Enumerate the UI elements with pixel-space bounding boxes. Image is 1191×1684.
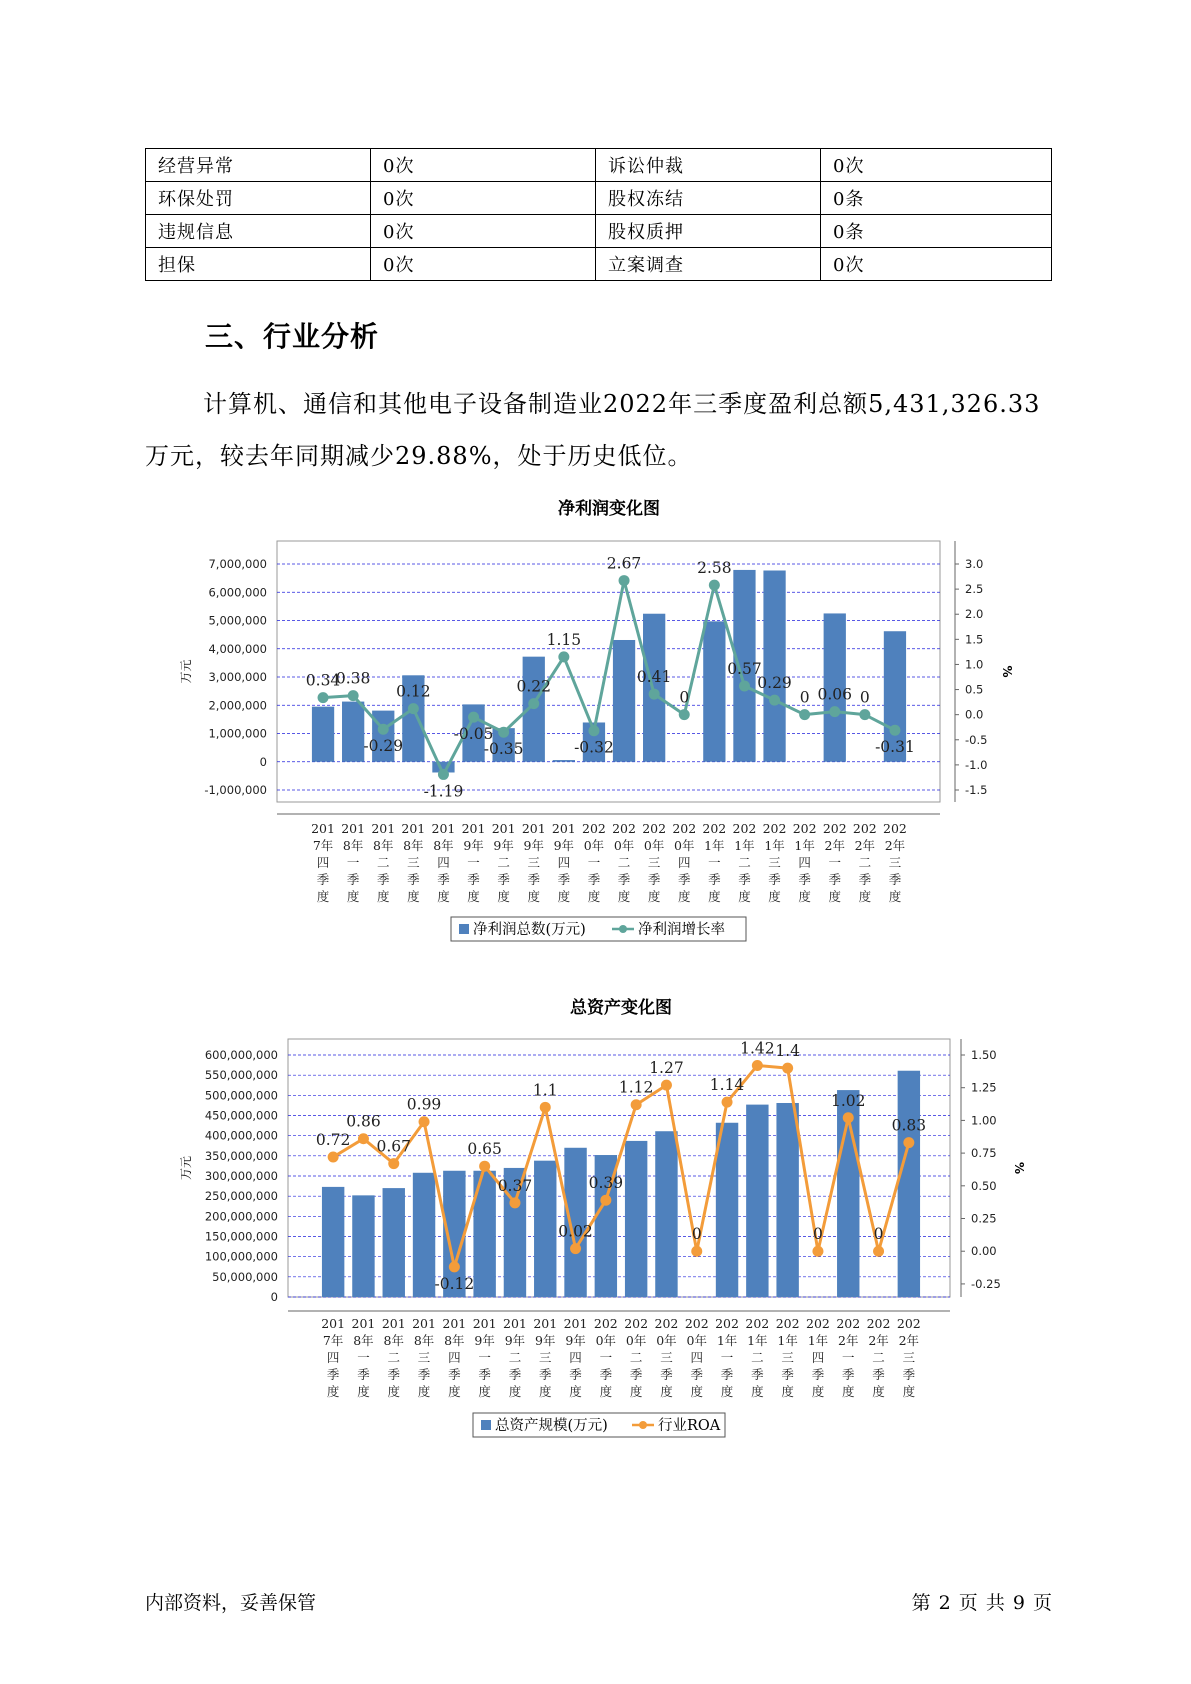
data-point <box>843 1112 854 1123</box>
data-label: 0.99 <box>406 1095 442 1114</box>
data-point <box>722 1097 733 1108</box>
data-point <box>509 1197 520 1208</box>
table-row <box>146 248 1052 281</box>
bar <box>763 570 785 761</box>
y-tick-label: 150,000,000 <box>204 1229 278 1244</box>
data-point <box>631 1099 642 1110</box>
bar <box>342 702 364 762</box>
y2-tick-label: 1.0 <box>965 657 984 672</box>
risk-item-label: 诉讼仲裁 <box>596 149 821 182</box>
data-label: -0.35 <box>483 740 524 759</box>
y-tick-label: 4,000,000 <box>208 641 267 656</box>
data-label: 0 <box>859 688 870 707</box>
x-tick-label: 201 7年四季度 <box>311 821 335 904</box>
data-label: 0.41 <box>636 668 672 687</box>
x-tick-label: 201 8年四季度 <box>431 821 456 904</box>
data-label: -0.12 <box>434 1274 475 1293</box>
data-label: 0 <box>813 1225 823 1244</box>
data-point <box>600 1195 611 1206</box>
data-point <box>558 651 569 662</box>
data-point <box>889 725 900 736</box>
bar <box>776 1103 798 1297</box>
chart-title: 总资产变化图 <box>570 998 672 1018</box>
y-tick-label: 400,000,000 <box>204 1128 278 1143</box>
bar <box>534 1161 556 1297</box>
risk-item-value: 0条 <box>821 182 1052 215</box>
risk-item-value: 0次 <box>371 215 596 248</box>
y2-tick-label: 1.50 <box>971 1048 997 1062</box>
data-point <box>378 724 389 735</box>
x-tick-label: 201 8年二季度 <box>371 821 396 904</box>
data-point <box>903 1137 914 1148</box>
x-tick-label: 202 2年二季度 <box>866 1316 891 1399</box>
y-tick-label: 6,000,000 <box>208 585 267 600</box>
bar <box>716 1123 738 1297</box>
x-tick-label: 202 0年一季度 <box>593 1316 618 1399</box>
legend-swatch-bar <box>459 924 469 934</box>
data-label: 1.14 <box>709 1076 745 1095</box>
table-row <box>146 149 1052 182</box>
table-row <box>146 215 1052 248</box>
x-tick-label: 202 1年四季度 <box>792 821 817 904</box>
risk-item-value: 0次 <box>371 182 596 215</box>
data-label: 0.57 <box>727 660 762 679</box>
data-point <box>358 1133 369 1144</box>
y2-tick-label: 2.5 <box>965 582 984 597</box>
x-tick-label: 201 8年三季度 <box>401 821 426 904</box>
risk-item-value: 0次 <box>371 248 596 281</box>
y2-tick-label: -0.25 <box>971 1276 1001 1291</box>
risk-item-value: 0次 <box>821 248 1052 281</box>
data-point <box>649 689 660 700</box>
data-point <box>438 769 449 780</box>
y-axis-label: 万元 <box>179 659 193 684</box>
x-tick-label: 201 9年三季度 <box>533 1316 558 1399</box>
y-tick-label: -1,000,000 <box>204 783 267 797</box>
y2-axis-label: % <box>1000 665 1014 678</box>
risk-item-label: 股权质押 <box>596 215 821 248</box>
y2-axis-label: % <box>1012 1161 1026 1175</box>
bar <box>322 1187 344 1297</box>
x-tick-label: 202 1年二季度 <box>732 821 757 904</box>
y-tick-label: 250,000,000 <box>204 1189 278 1204</box>
data-label: 0 <box>679 688 690 707</box>
data-point <box>419 1116 430 1127</box>
x-tick-label: 202 1年四季度 <box>806 1316 830 1399</box>
x-tick-label: 202 1年三季度 <box>775 1316 800 1399</box>
data-point <box>388 1158 399 1169</box>
chart-title: 净利润变化图 <box>558 499 660 519</box>
bar <box>655 1131 677 1297</box>
bar <box>553 760 575 762</box>
bar <box>898 1071 920 1297</box>
data-label: -0.05 <box>453 725 494 744</box>
data-point <box>528 698 539 709</box>
legend-swatch-bar <box>481 1420 491 1430</box>
data-label: 1.4 <box>775 1042 800 1061</box>
y2-tick-label: 1.5 <box>965 632 984 647</box>
data-label: -1.19 <box>423 782 464 801</box>
data-point <box>739 681 750 692</box>
bar <box>352 1195 374 1297</box>
bar <box>703 621 725 761</box>
risk-item-label: 违规信息 <box>146 215 371 248</box>
net-profit-chart <box>0 496 1191 956</box>
x-tick-label: 202 2年一季度 <box>822 821 847 904</box>
legend-label: 行业ROA <box>658 1418 721 1434</box>
y2-tick-label: -1.0 <box>965 757 988 772</box>
x-tick-label: 202 0年四季度 <box>684 1316 709 1399</box>
risk-item-value: 0次 <box>821 149 1052 182</box>
data-label: 0.22 <box>516 677 552 696</box>
data-point <box>873 1246 884 1257</box>
data-label: -0.32 <box>574 738 614 757</box>
y-tick-label: 200,000,000 <box>204 1209 278 1224</box>
footer-confidential-note: 内部资料，妥善保管 <box>145 1592 317 1614</box>
x-tick-label: 201 8年三季度 <box>412 1316 436 1399</box>
data-point <box>498 727 509 738</box>
data-label: 0.65 <box>467 1140 502 1159</box>
data-label: 0.67 <box>376 1137 412 1156</box>
x-tick-label: 202 1年二季度 <box>745 1316 770 1399</box>
data-label: 0 <box>691 1225 702 1244</box>
y-tick-label: 350,000,000 <box>204 1148 278 1163</box>
data-point <box>812 1246 823 1257</box>
x-tick-label: 202 0年一季度 <box>582 821 606 904</box>
y-tick-label: 500,000,000 <box>204 1088 278 1103</box>
risk-item-label: 环保处罚 <box>146 182 371 215</box>
x-tick-label: 202 2年二季度 <box>852 821 877 904</box>
bar <box>613 640 635 762</box>
x-tick-label: 202 0年四季度 <box>672 821 697 904</box>
legend-label: 总资产规模(万元) <box>495 1418 608 1434</box>
x-tick-label: 202 0年二季度 <box>612 821 636 904</box>
data-point <box>540 1102 551 1113</box>
y-tick-label: 600,000,000 <box>204 1048 278 1062</box>
data-point <box>408 703 419 714</box>
data-label: 2.67 <box>606 554 642 573</box>
data-point <box>661 1080 672 1091</box>
x-tick-label: 201 9年一季度 <box>472 1316 497 1399</box>
data-label: 1.02 <box>830 1091 866 1110</box>
data-point <box>799 709 810 720</box>
data-label: 0.12 <box>396 682 431 701</box>
x-tick-label: 201 8年一季度 <box>351 1316 376 1399</box>
x-tick-label: 202 2年一季度 <box>836 1316 861 1399</box>
total-assets-chart <box>0 995 1191 1455</box>
data-label: 0 <box>873 1225 884 1244</box>
data-label: -0.29 <box>363 737 404 756</box>
data-label: 0.34 <box>305 671 341 690</box>
y-tick-label: 50,000,000 <box>212 1269 278 1284</box>
bar <box>383 1188 405 1297</box>
data-label: 1.27 <box>649 1059 684 1078</box>
x-tick-label: 201 9年四季度 <box>563 1316 588 1399</box>
data-label: 0.06 <box>817 685 853 704</box>
risk-item-label: 担保 <box>146 248 371 281</box>
data-point <box>829 706 840 717</box>
data-label: 0.29 <box>757 674 792 693</box>
risk-item-label: 股权冻结 <box>596 182 821 215</box>
bar <box>625 1141 647 1297</box>
risk-item-value: 0次 <box>371 149 596 182</box>
x-tick-label: 201 9年二季度 <box>503 1316 527 1399</box>
risk-summary-table <box>145 148 1052 281</box>
x-tick-label: 201 8年四季度 <box>442 1316 467 1399</box>
y-tick-label: 550,000,000 <box>204 1068 278 1083</box>
x-tick-label: 202 2年三季度 <box>896 1316 921 1399</box>
footer-page-number: 第 2 页 共 9 页 <box>911 1592 1053 1614</box>
x-tick-label: 202 1年一季度 <box>702 821 727 904</box>
x-tick-label: 202 2年三季度 <box>883 821 907 904</box>
x-tick-label: 201 8年一季度 <box>341 821 366 904</box>
y2-tick-label: 0.75 <box>971 1146 997 1161</box>
bar <box>312 707 334 762</box>
x-tick-label: 201 9年二季度 <box>491 821 516 904</box>
data-label: 0.37 <box>497 1176 533 1195</box>
risk-item-value: 0条 <box>821 215 1052 248</box>
data-label: 0.72 <box>315 1131 351 1150</box>
y2-tick-label: 2.0 <box>965 607 984 622</box>
risk-item-label: 立案调查 <box>596 248 821 281</box>
y2-tick-label: 0.0 <box>965 707 984 722</box>
y-tick-label: 5,000,000 <box>208 613 267 628</box>
risk-item-label: 经营异常 <box>146 149 371 182</box>
bar <box>643 614 665 762</box>
data-point <box>709 580 720 591</box>
y-tick-label: 300,000,000 <box>204 1169 278 1183</box>
data-point <box>588 725 599 736</box>
legend-swatch-marker <box>619 925 627 933</box>
x-tick-label: 202 0年三季度 <box>642 821 667 904</box>
y-axis-label: 万元 <box>179 1155 193 1181</box>
y2-tick-label: 0.5 <box>965 682 984 697</box>
y2-tick-label: 1.00 <box>971 1113 997 1128</box>
data-point <box>752 1060 763 1071</box>
x-tick-label: 202 0年二季度 <box>624 1316 649 1399</box>
data-point <box>449 1261 460 1272</box>
y-tick-label: 7,000,000 <box>208 557 267 571</box>
data-point <box>859 709 870 720</box>
x-tick-label: 202 0年三季度 <box>654 1316 679 1399</box>
bar <box>746 1105 768 1297</box>
x-tick-label: 201 9年四季度 <box>551 821 576 904</box>
data-label: 1.15 <box>546 630 582 649</box>
data-label: 0.39 <box>588 1174 624 1193</box>
x-tick-label: 201 9年一季度 <box>461 821 486 904</box>
data-point <box>679 709 690 720</box>
y-tick-label: 100,000,000 <box>204 1249 278 1264</box>
industry-analysis-paragraph: 计算机、通信和其他电子设备制造业2022年三季度盈利总额5,431,326.33万元，较去年同期减少29.88%，处于历史低位。 <box>145 390 1041 470</box>
data-label: 0 <box>799 688 810 707</box>
data-point <box>479 1161 490 1172</box>
x-tick-label: 202 1年三季度 <box>762 821 787 904</box>
data-label: 1.12 <box>618 1078 654 1097</box>
data-point <box>782 1063 793 1074</box>
y-tick-label: 0 <box>270 1290 278 1304</box>
data-label: 1.1 <box>532 1081 558 1100</box>
data-label: -0.31 <box>875 738 915 757</box>
legend-label: 净利润增长率 <box>638 922 725 938</box>
y2-tick-label: -0.5 <box>965 732 988 747</box>
x-tick-label: 201 9年三季度 <box>521 821 546 904</box>
x-tick-label: 201 7年四季度 <box>321 1316 346 1399</box>
data-label: 0.86 <box>346 1112 381 1131</box>
data-label: 1.42 <box>740 1039 775 1058</box>
data-point <box>570 1243 581 1254</box>
data-point <box>318 692 329 703</box>
y-tick-label: 3,000,000 <box>208 670 267 684</box>
data-label: 0.83 <box>891 1116 927 1135</box>
data-point <box>328 1152 339 1163</box>
y2-tick-label: 1.25 <box>971 1080 997 1095</box>
data-label: 0.02 <box>558 1222 593 1241</box>
y-tick-label: 0 <box>259 754 267 769</box>
section-title: 三、行业分析 <box>205 320 380 353</box>
y2-tick-label: -1.5 <box>965 783 988 797</box>
table-row <box>146 182 1052 215</box>
bar <box>413 1173 435 1297</box>
data-label: 0.38 <box>335 669 371 688</box>
data-point <box>348 690 359 701</box>
data-point <box>619 575 630 586</box>
data-point <box>468 712 479 723</box>
y-tick-label: 450,000,000 <box>204 1108 278 1123</box>
data-point <box>691 1246 702 1257</box>
y2-tick-label: 0.00 <box>971 1244 997 1259</box>
y-tick-label: 1,000,000 <box>208 726 267 741</box>
y2-tick-label: 3.0 <box>965 557 984 571</box>
data-point <box>769 695 780 706</box>
y-tick-label: 2,000,000 <box>208 698 267 713</box>
x-tick-label: 202 1年一季度 <box>715 1316 739 1399</box>
legend-label: 净利润总数(万元) <box>473 922 586 938</box>
y2-tick-label: 0.50 <box>971 1178 997 1193</box>
x-tick-label: 201 8年二季度 <box>381 1316 406 1399</box>
data-label: 2.58 <box>697 559 732 578</box>
y2-tick-label: 0.25 <box>971 1211 997 1226</box>
legend-swatch-marker <box>639 1421 647 1429</box>
